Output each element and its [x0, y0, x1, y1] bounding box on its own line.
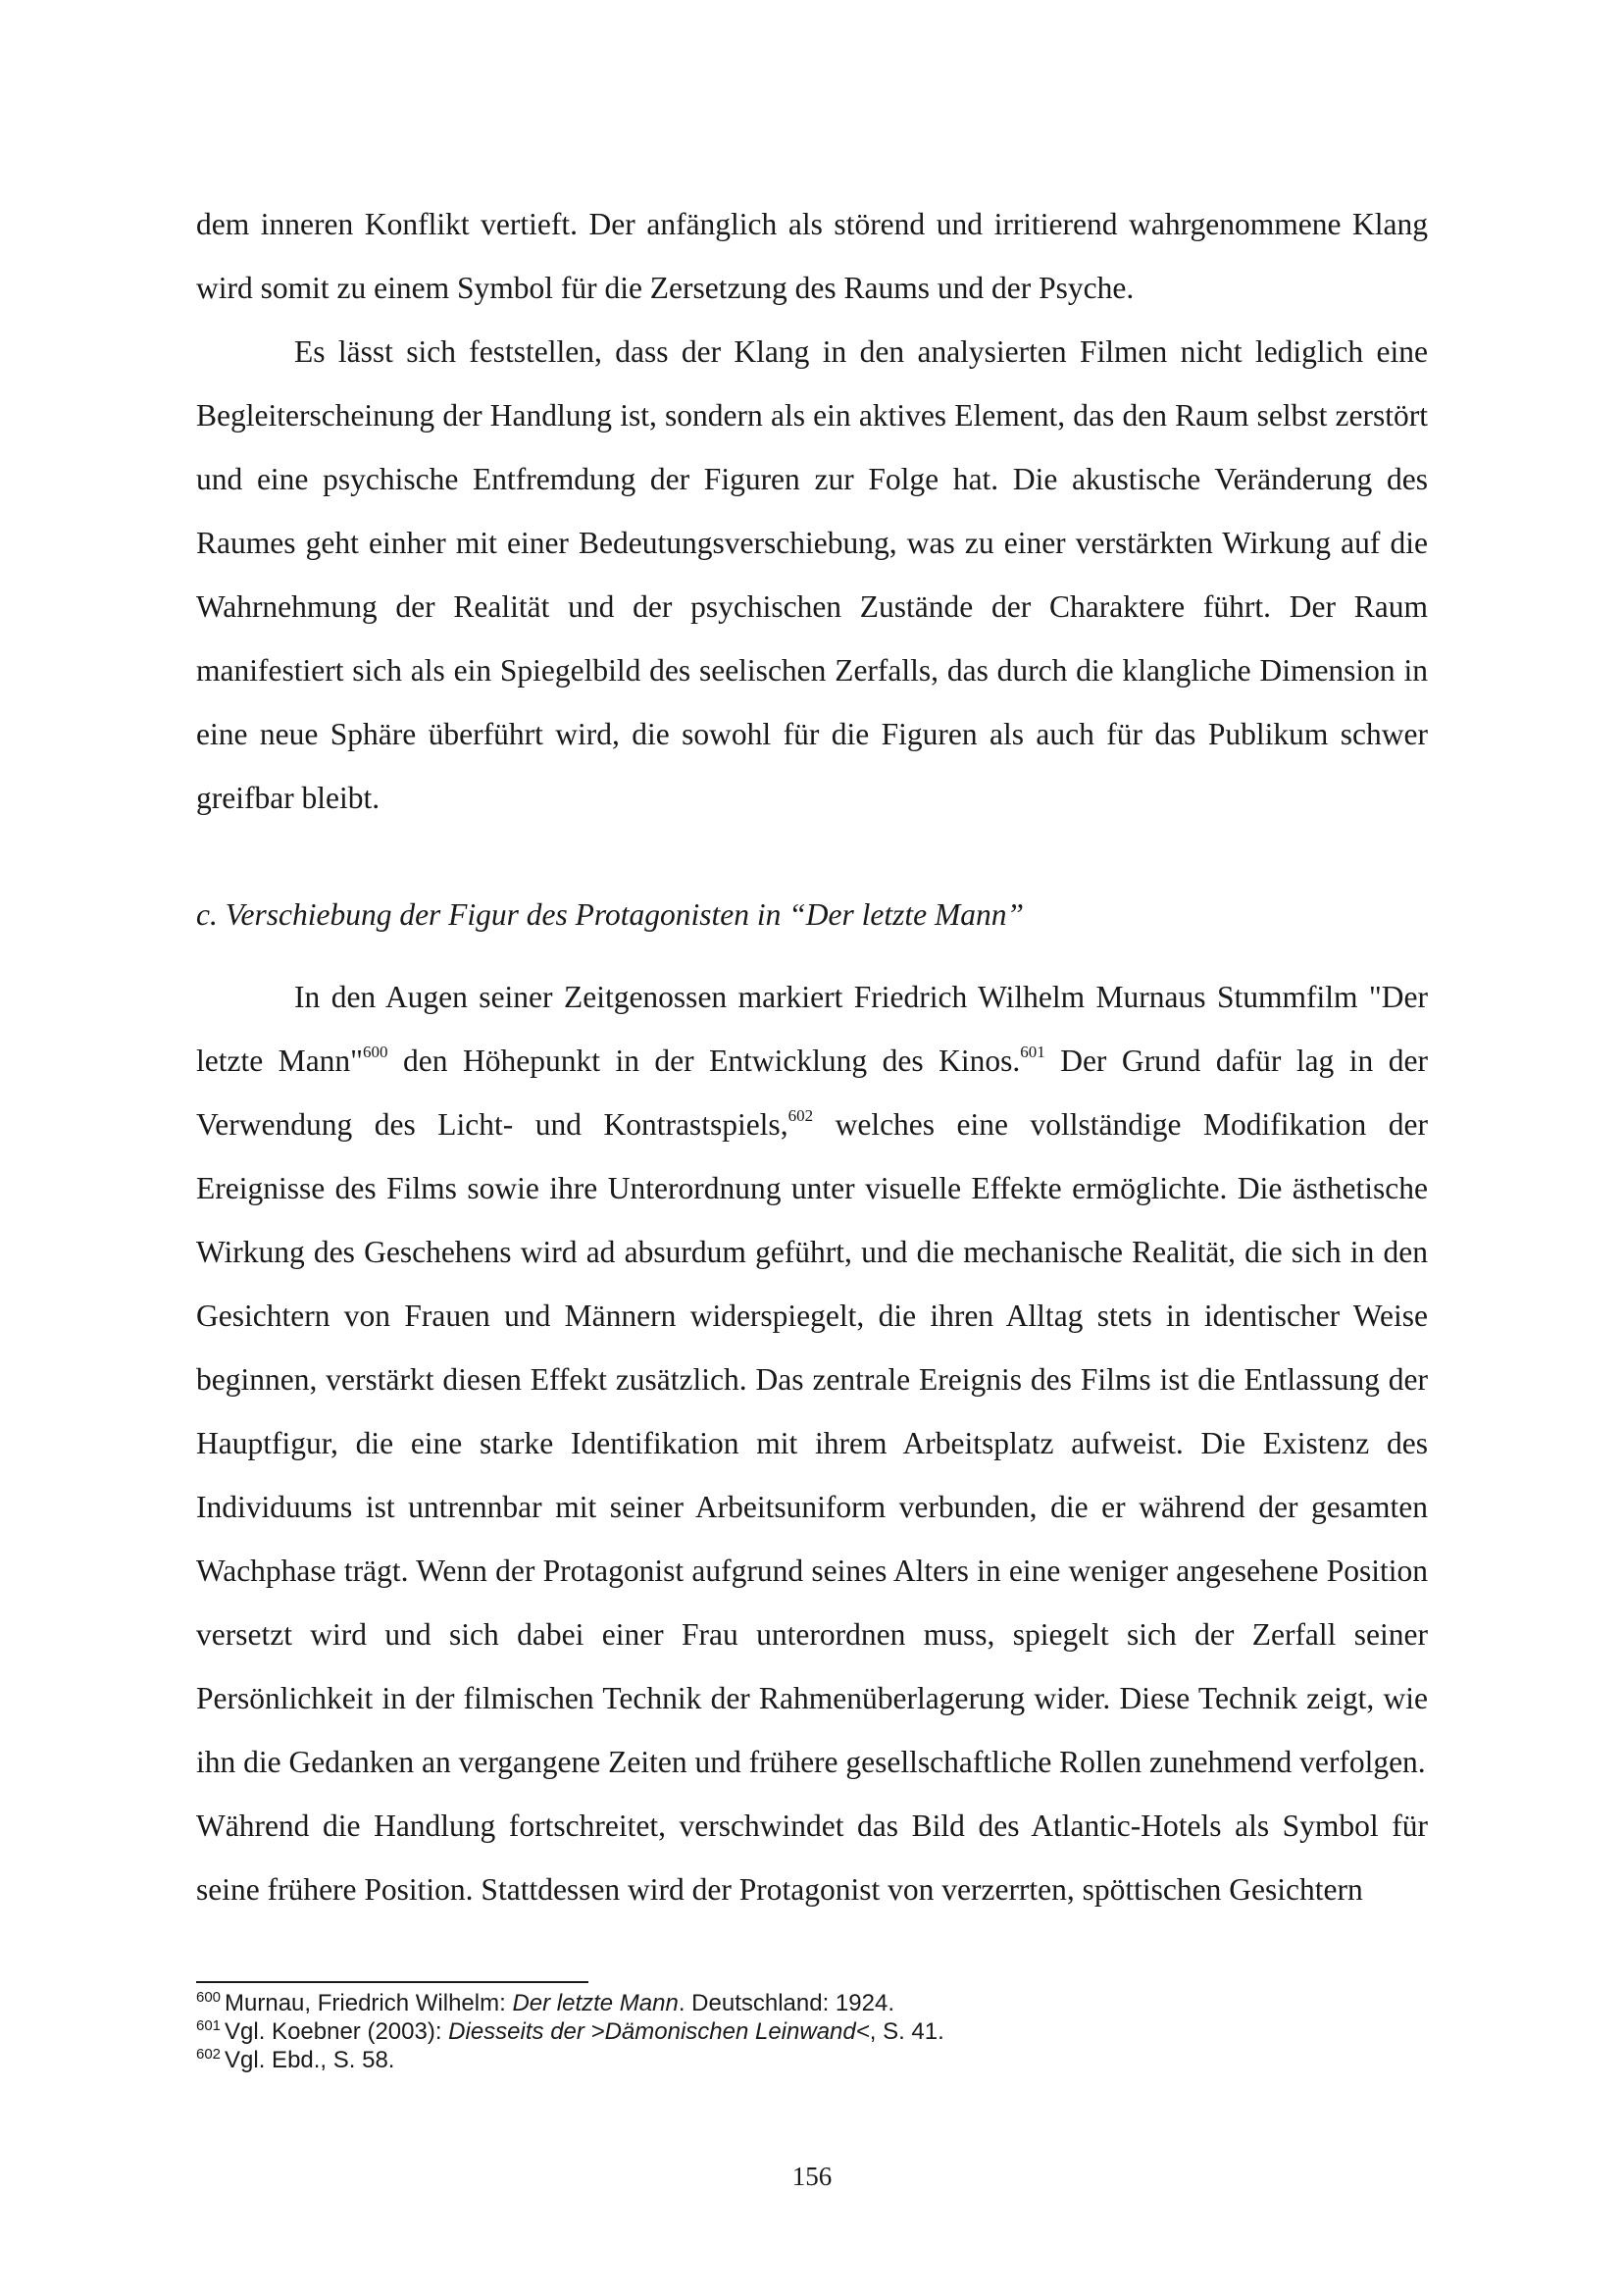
paragraph-text: In den Augen seiner Zeitgenossen markiert Friedrich Wilhelm Murnaus Stummfilm "Der letzte Mann" [196, 980, 1428, 1078]
paragraph-atlantic: Während die Handlung fortschreitet, verschwindet das Bild des Atlantic-Hotels als Symbol für seine frühere Position. Stattdessen wird der Protagonist von verzerrten, spöttischen Gesichtern [196, 1809, 1428, 1907]
footnote-text: Vgl. Koebner (2003): [225, 2018, 449, 2045]
paragraph-text: Der Grund dafür lag in der Verwendung des Licht- und Kontrastspiels, [196, 1044, 1428, 1142]
footnote-text: Murnau, Friedrich Wilhelm: [225, 1990, 513, 2016]
paragraph-conclusion: Es lässt sich feststellen, dass der Klang in den analysierten Filmen nicht lediglich eine Begleiterscheinung der Handlung ist, sondern als ein aktives Element, das den Raum selbst zerstört und eine psychische Entfremdung der Figuren zur Folge hat. Die akustische Veränderung des Raumes geht einher mit einer Bedeutungsverschiebung, was zu einer verstärkten Wirkung auf die Wahrnehmung der Realität und der psychischen Zustände der Charaktere führt. Der Raum manifestiert sich als ein Spiegelbild des seelischen Zerfalls, das durch die klangliche Dimension in eine neue Sphäre überführt wird, die sowohl für die Figuren als auch für das Publikum schwer greifbar bleibt. [196, 334, 1428, 815]
page-number: 156 [791, 2162, 833, 2191]
footnote-ref[interactable]: 601 [1020, 1043, 1045, 1061]
footnote-title: Diesseits der >Dämonischen Leinwand< [448, 2018, 870, 2045]
section-heading: c. Verschiebung der Figur des Protagonisten in “Der letzte Mann” [196, 897, 1024, 932]
paragraph-text: welches eine vollständige Modifikation der Ereignisse des Films sowie ihre Unterordnung unter visuelle Effekte ermöglichte. Die ästhetische Wirkung des Geschehens wird ad absurdum geführt, und die mechanische Realität, die sich in den Gesichtern von Frauen und Männern widerspiegelt, die ihren Alltag stets in identischer Weise beginnen, verstärkt diesen Effekt zusätzlich. Das zentrale Ereignis des Films ist die Entlassung der Hauptfigur, die eine starke Identifikation mit ihrem Arbeitsplatz aufweist. Die Existenz des Individuums ist untrennbar mit seiner Arbeitsuniform verbunden, die er während der gesamten Wachphase trägt. Wenn der Protagonist aufgrund seines Alters in eine weniger angesehene Position versetzt wird und sich dabei einer Frau unterordnen muss, spiegelt sich der Zerfall seiner Persönlichkeit in der filmischen Technik der Rahmenüberlagerung wider. Diese Technik zeigt, wie ihn die Gedanken an vergangene Zeiten und frühere gesellschaftliche Rollen zunehmend verfolgen. [196, 1107, 1428, 1779]
footnote-text: Vgl. Ebd., S. 58. [225, 2047, 395, 2073]
footnotes [196, 1989, 1428, 2074]
paragraph-text: den Höhepunkt in der Entwicklung des Kinos. [387, 1044, 1021, 1078]
footnote-item [196, 2046, 1428, 2074]
footnote-item [196, 1989, 1428, 2017]
paragraph-continuation: dem inneren Konflikt vertieft. Der anfänglich als störend und irritierend wahrgenommene Klang wird somit zu einem Symbol für die Zersetzung des Raums und der Psyche. [196, 207, 1428, 305]
footnote-text: , S. 41. [869, 2018, 944, 2045]
footnote-number: 601 [196, 2017, 222, 2034]
footnote-title: Der letzte Mann [512, 1990, 679, 2016]
body-text-section [196, 965, 1428, 1921]
footnote-number: 600 [196, 1989, 222, 2006]
body-text-top [196, 192, 1428, 830]
footnote-ref[interactable]: 602 [787, 1106, 814, 1125]
footnote-separator [196, 1981, 588, 1983]
footnote-ref[interactable]: 600 [363, 1043, 388, 1061]
footnote-text: . Deutschland: 1924. [678, 1990, 894, 2016]
footnote-item [196, 2017, 1428, 2046]
footnote-number: 602 [196, 2046, 222, 2063]
paragraph-murnau [196, 965, 1428, 1794]
